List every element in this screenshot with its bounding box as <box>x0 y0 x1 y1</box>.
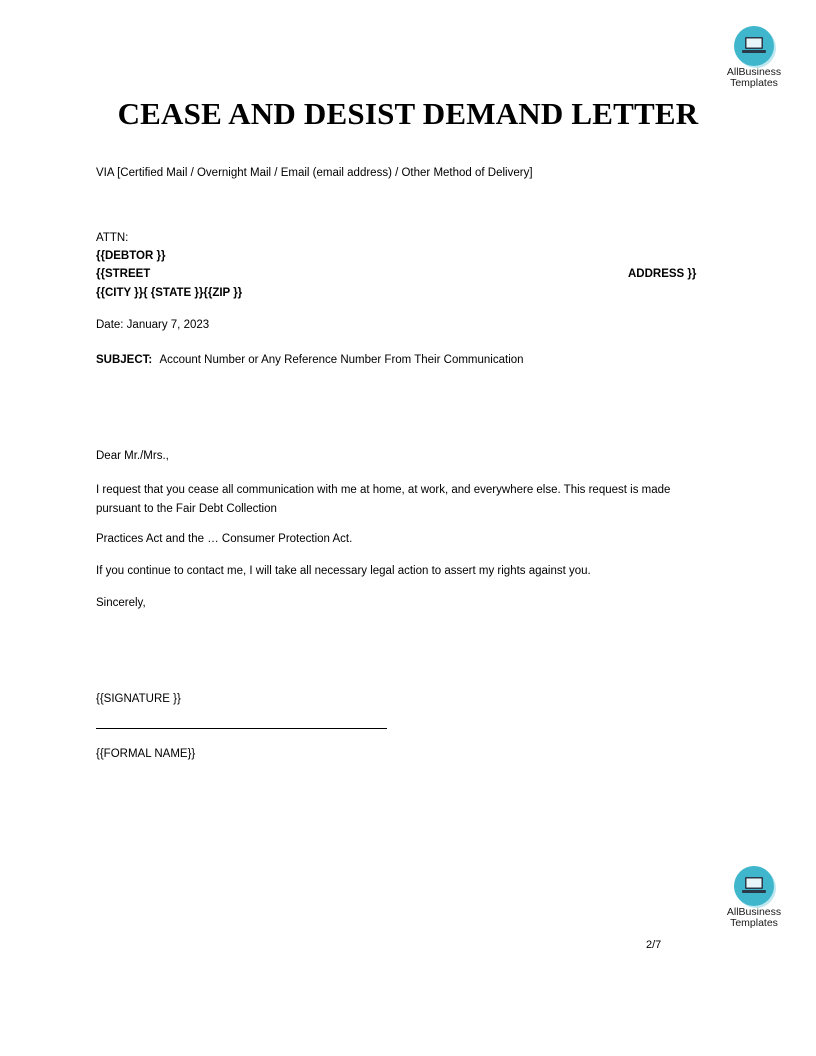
attn-label: ATTN: <box>96 232 129 244</box>
allbusiness-logo-top <box>719 26 789 89</box>
body-paragraph-3: If you continue to contact me, I will take all necessary legal action to assert my rights against you. <box>96 565 591 577</box>
city-state-zip-placeholder: {{CITY }}{ {STATE }}{{ZIP }} <box>96 287 243 299</box>
subject-text: Account Number or Any Reference Number From Their Communication <box>159 354 524 366</box>
address-placeholder: ADDRESS }} <box>628 268 697 280</box>
date-line: Date: January 7, 2023 <box>96 319 210 331</box>
debtor-placeholder: {{DEBTOR }} <box>96 250 166 262</box>
logo-text-line2: Templates <box>730 917 778 929</box>
laptop-icon <box>734 26 774 66</box>
logo-text-line2: Templates <box>730 77 778 89</box>
subject-label: SUBJECT: <box>96 354 153 366</box>
subject-line <box>96 354 524 366</box>
body-paragraph-1: I request that you cease all communication with me at home, at work, and everywhere else. This request is made pursuant to the Fair Debt Collection <box>96 484 671 515</box>
logo-text-line1: AllBusiness <box>726 906 782 918</box>
signature-placeholder: {{SIGNATURE }} <box>96 693 181 705</box>
page-number: 2/7 <box>646 939 662 951</box>
signature-line <box>96 728 387 729</box>
delivery-method-line: VIA [Certified Mail / Overnight Mail / Email (email address) / Other Method of Delivery] <box>96 167 533 179</box>
salutation: Dear Mr./Mrs., <box>96 450 169 462</box>
street-placeholder: {{STREET <box>96 268 151 280</box>
closing-sincerely: Sincerely, <box>96 597 146 609</box>
formal-name-placeholder: {{FORMAL NAME}} <box>96 748 196 760</box>
body-paragraph-2: Practices Act and the … Consumer Protection Act. <box>96 533 353 545</box>
laptop-icon <box>734 866 774 906</box>
allbusiness-logo-bottom <box>719 866 789 929</box>
logo-text-line1: AllBusiness <box>726 66 782 78</box>
document-title: CEASE AND DESIST DEMAND LETTER <box>117 96 699 131</box>
